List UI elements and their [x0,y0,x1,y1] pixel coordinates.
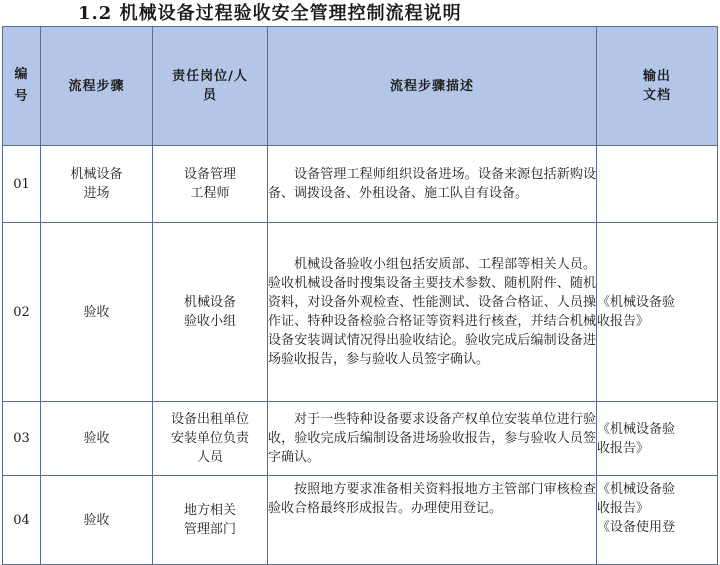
step-line: 验收 [83,431,110,446]
role-line: 设备管理 [183,167,236,182]
row-step [41,402,153,476]
role-line: 机械设备 [183,295,236,310]
row-step [41,146,153,223]
row-output [597,402,718,476]
row-number: 01 [3,146,41,223]
row-number: 02 [3,223,41,402]
row-output [597,223,718,402]
header-role [153,27,268,146]
header-output-line1: 输出 [642,69,671,84]
header-step: 流程步骤 [41,27,153,146]
row-step [41,476,153,565]
table-row [3,476,718,565]
header-number [3,27,41,146]
role-line: 工程师 [190,186,230,201]
row-role [153,223,268,402]
role-line: 验收小组 [183,314,236,329]
header-description: 流程步骤描述 [268,27,597,146]
header-output-line2: 文档 [642,88,671,103]
table-row [3,146,718,223]
output-line: 《机械设备验 [597,295,676,310]
step-line: 验收 [83,512,110,528]
process-table [2,26,718,565]
row-description [268,402,597,476]
header-number-line2: 号 [14,89,29,104]
role-line: 人员 [196,450,223,465]
row-description [268,223,597,402]
header-role-line2: 员 [202,88,217,103]
description-text: 对于一些特种设备要求设备产权单位安装单位进行验收，验收完成后编制设备进场验收报告，参与验收人员签字确认。 [268,412,596,465]
row-role [153,402,268,476]
row-role [153,146,268,223]
header-role-line1: 责任岗位/人 [172,69,248,84]
header-row [3,27,718,146]
description-text: 按照地方要求准备相关资料报地方主管部门审核检查验收合格最终形成报告。办理使用登记。 [268,482,596,516]
output-line: 《设备使用登 [597,520,676,535]
row-role [153,476,268,565]
header-output [597,27,718,146]
role-line: 管理部门 [183,522,236,537]
output-line: 《机械设备验 [597,482,676,497]
row-number: 03 [3,402,41,476]
role-line: 设备出租单位 [170,412,249,427]
row-number: 04 [3,476,41,565]
role-line: 安装单位负责 [170,431,249,446]
role-line: 地方相关 [183,503,236,518]
row-description [268,476,597,565]
description-text: 设备管理工程师组织设备进场。设备来源包括新购设备、调拨设备、外租设备、施工队自有设备。 [268,167,596,201]
description-text: 机械设备验收小组包括安质部、工程部等相关人员。验收机械设备时搜集设备主要技术参数、随机附件、随机资料，对设备外观检查、性能测试、设备合格证、人员操作证、特种设备检验合格证等资料进行核查，并结合机械设备安装调试情况得出验收结论。验收完成后编制设备进场验收报告，参与验收人员签字确认。 [268,257,596,367]
row-output [597,146,718,223]
row-step [41,223,153,402]
output-line: 收报告》 [597,440,650,456]
section-title: 1.2 机械设备过程验收安全管理控制流程说明 [78,3,462,24]
step-line: 验收 [83,304,110,320]
output-line: 收报告》 [597,501,650,516]
row-description [268,146,597,223]
output-line: 收报告》 [597,314,650,329]
header-number-line1: 编 [14,67,29,82]
step-line: 进场 [83,186,110,201]
row-output [597,476,718,565]
table-row [3,223,718,402]
table-row [3,402,718,476]
output-line: 《机械设备验 [597,421,676,437]
step-line: 机械设备 [70,167,123,182]
